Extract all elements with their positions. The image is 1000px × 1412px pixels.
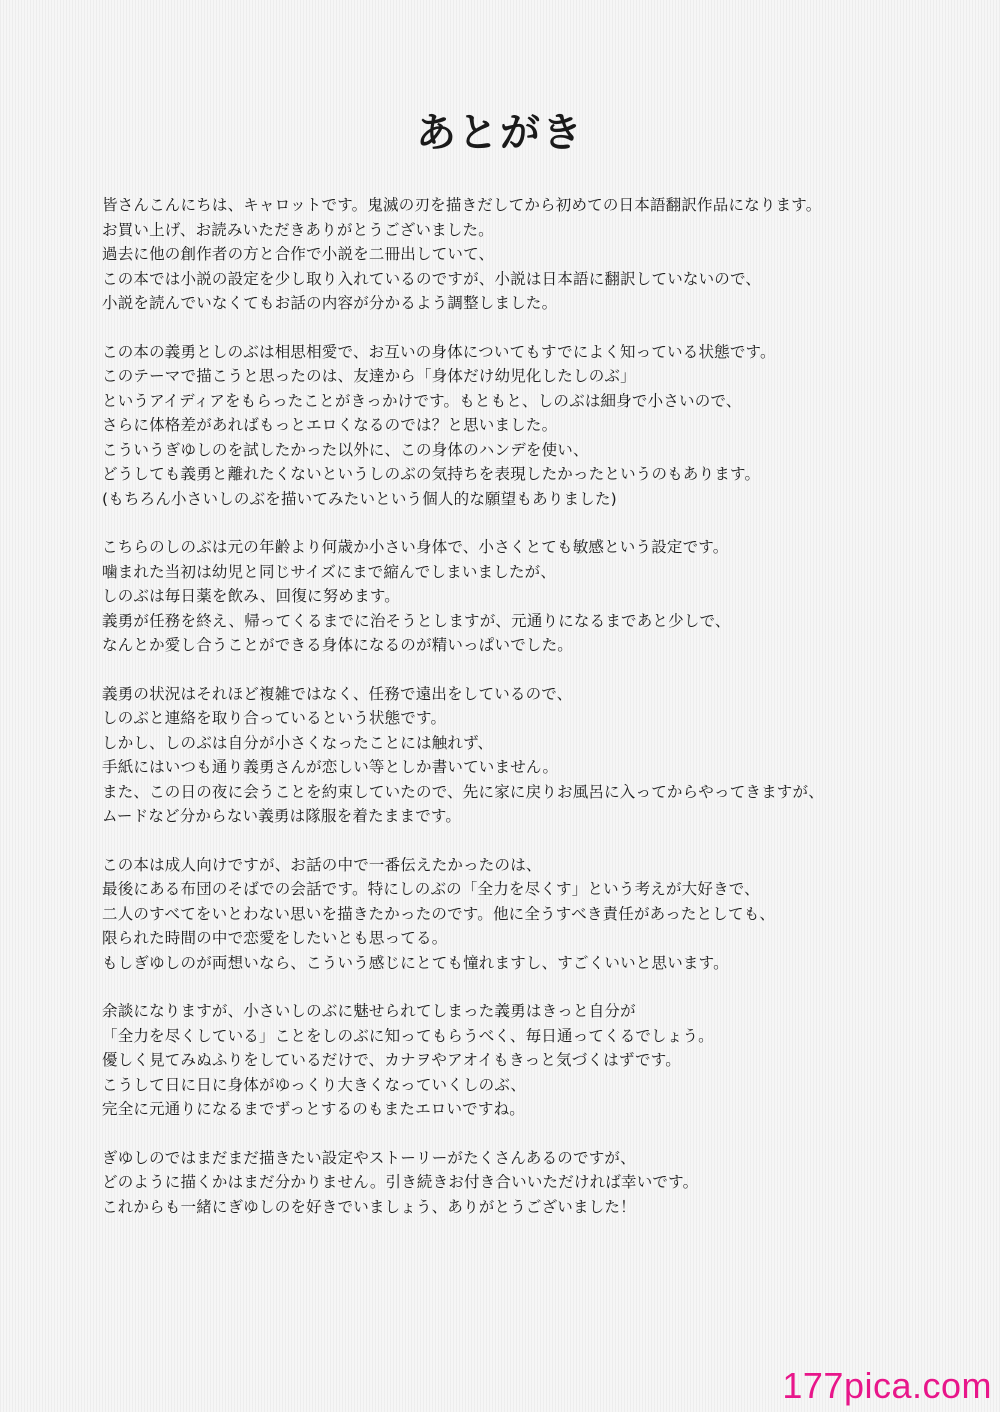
text-line: この本は成人向けですが、お話の中で一番伝えたかったのは、 — [102, 855, 542, 874]
paragraph-3 — [102, 535, 982, 658]
text-line: お買い上げ、お読みいただきありがとうございました。 — [102, 220, 494, 239]
site-watermark: 177pica.com — [782, 1365, 992, 1406]
page-title: あとがき — [416, 110, 584, 156]
text-line: 完全に元通りになるまでずっとするのもまたエロいですね。 — [102, 1100, 525, 1118]
text-line: このテーマで描こうと思ったのは、友達から「身体だけ幼児化したしのぶ」 — [102, 367, 636, 385]
text-line: また、この日の夜に会うことを約束していたので、先に家に戻りお風呂に入ってからやってきますが、 — [102, 782, 824, 801]
paragraph-2 — [102, 340, 982, 512]
text-line: 義勇の状況はそれほど複雑ではなく、任務で遠出をしているので、 — [102, 684, 573, 703]
text-line: どのように描くかはまだ分かりません。引き続きお付き合いいただければ幸いです。 — [102, 1173, 699, 1191]
text-line: 限られた時間の中で恋愛をしたいとも思ってる。 — [102, 929, 448, 947]
text-line: 義勇が任務を終え、帰ってくるまでに治そうとしますが、元通りになるまであと少しで、 — [102, 611, 731, 630]
text-line: さらに体格差があればもっとエロくなるのでは？と思いました。 — [102, 416, 558, 434]
text-line: 余談になりますが、小さいしのぶに魅せられてしまった義勇はきっと自分が — [102, 1002, 636, 1020]
text-line: もしぎゆしのが両想いなら、こういう感じにとても憧れますし、すごくいいと思います。 — [102, 953, 729, 972]
text-line: これからも一緒にぎゆしのを好きでいましょう、ありがとうございました！ — [102, 1197, 636, 1216]
paragraph-1 — [102, 193, 982, 316]
paragraph-4 — [102, 682, 982, 829]
text-line: こちらのしのぶは元の年齢より何歳か小さい身体で、小さくとても敏感という設定です。 — [102, 538, 729, 556]
text-line: こうして日に日に身体がゆっくり大きくなっていくしのぶ、 — [102, 1075, 527, 1094]
text-line: こういうぎゆしのを試したかった以外に、この身体のハンデを使い、 — [102, 440, 589, 459]
paragraph-7 — [102, 1146, 982, 1220]
text-line: というアイディアをもらったことがきっかけです。もともと、しのぶは細身で小さいので、 — [102, 391, 742, 410]
text-line: しのぶは毎日薬を飲み、回復に努めます。 — [102, 587, 400, 605]
text-line: 二人のすべてをいとわない思いを描きたかったのです。他に全うすべき責任があったとしても、 — [102, 904, 776, 923]
text-line: どうしても義勇と離れたくないというしのぶの気持ちを表現したかったというのもあります。 — [102, 465, 761, 483]
text-line: (もちろん小さいしのぶを描いてみたいという個人的な願望もありました) — [102, 489, 617, 508]
text-line: 過去に他の創作者の方と合作で小説を二冊出していて、 — [102, 245, 495, 263]
text-line: しかし、しのぶは自分が小さくなったことには触れず、 — [102, 733, 494, 752]
afterword-body — [102, 193, 982, 1243]
text-line: 手紙にはいつも通り義勇さんが恋しい等としか書いていません。 — [102, 758, 559, 776]
text-line: ムードなど分からない義勇は隊服を着たままです。 — [102, 807, 462, 825]
text-line: 「全力を尽くしている」ことをしのぶに知ってもらうべく、毎日通ってくるでしょう。 — [102, 1026, 714, 1045]
text-line: なんとか愛し合うことができる身体になるのが精いっぱいでした。 — [102, 636, 574, 654]
text-line: 優しく見てみぬふりをしているだけで、カナヲやアオイもきっと気づくはずです。 — [102, 1051, 681, 1069]
text-line: 最後にある布団のそばでの会話です。特にしのぶの「全力を尽くす」という考えが大好きで、 — [102, 880, 760, 898]
paragraph-5 — [102, 853, 982, 976]
paragraph-6 — [102, 999, 982, 1122]
text-line: ぎゆしのではまだまだ描きたい設定やストーリーがたくさんあるのですが、 — [102, 1148, 636, 1167]
text-line: この本の義勇としのぶは相思相愛で、お互いの身体についてもすでによく知っている状態です。 — [102, 342, 776, 361]
text-line: 噛まれた当初は幼児と同じサイズにまで縮んでしまいましたが、 — [102, 562, 557, 581]
text-line: この本では小説の設定を少し取り入れているのですが、小説は日本語に翻訳していないので、 — [102, 269, 762, 288]
text-line: しのぶと連絡を取り合っているという状態です。 — [102, 709, 447, 727]
text-line: 皆さんこんにちは、キャロットです。鬼滅の刃を描きだしてから初めての日本語翻訳作品になります。 — [102, 196, 822, 214]
text-line: 小説を読んでいなくてもお話の内容が分かるよう調整しました。 — [102, 294, 558, 312]
